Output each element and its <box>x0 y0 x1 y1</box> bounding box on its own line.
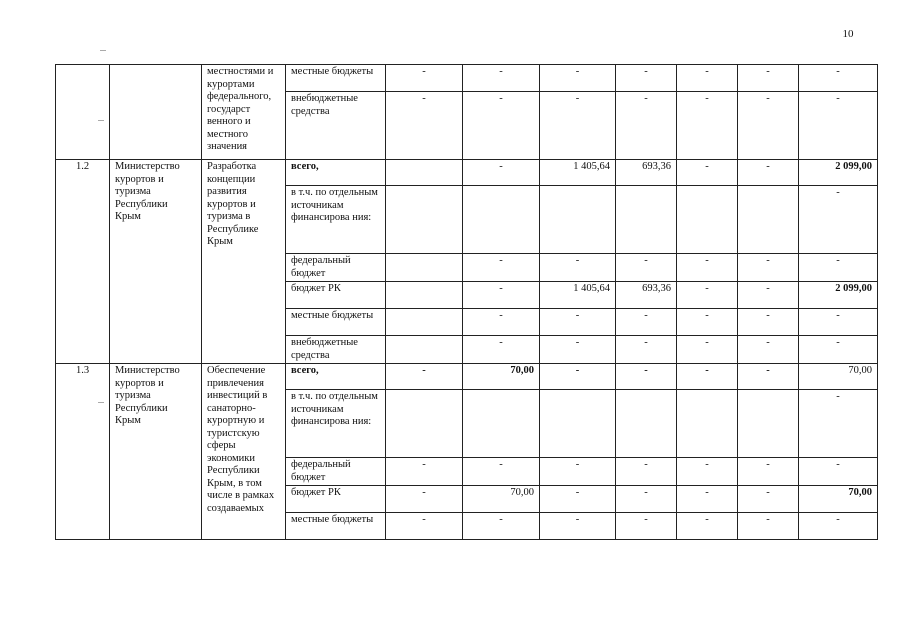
value-cell: - <box>677 254 738 282</box>
value-cell: 2 099,00 <box>799 160 878 186</box>
value-cell: - <box>799 336 878 364</box>
value-cell: 693,36 <box>616 282 677 309</box>
value-cell: - <box>386 65 463 92</box>
row-number-cell: 1.3 <box>56 364 110 540</box>
event-name-cell: местностями и курортами федерального, государст венного и местного значения <box>202 65 286 160</box>
value-cell <box>540 390 616 458</box>
source-cell: всего, <box>286 364 386 390</box>
value-cell: - <box>677 458 738 486</box>
source-cell: бюджет РК <box>286 282 386 309</box>
executor-cell: Министерство курортов и туризма Республики Крым <box>110 160 202 364</box>
value-cell: - <box>463 336 540 364</box>
value-cell: - <box>540 92 616 160</box>
value-cell: - <box>799 513 878 540</box>
value-cell: - <box>738 486 799 513</box>
value-cell: - <box>799 458 878 486</box>
value-cell: - <box>540 486 616 513</box>
value-cell <box>463 186 540 254</box>
value-cell <box>677 390 738 458</box>
value-cell: - <box>799 65 878 92</box>
value-cell: - <box>799 254 878 282</box>
value-cell: - <box>616 309 677 336</box>
source-cell: федеральный бюджет <box>286 254 386 282</box>
value-cell <box>616 186 677 254</box>
value-cell: - <box>799 92 878 160</box>
value-cell <box>386 186 463 254</box>
value-cell: - <box>386 513 463 540</box>
row-number-cell <box>56 65 110 160</box>
value-cell: - <box>386 486 463 513</box>
value-cell <box>540 186 616 254</box>
value-cell: 2 099,00 <box>799 282 878 309</box>
value-cell: - <box>616 92 677 160</box>
value-cell: - <box>616 364 677 390</box>
value-cell: - <box>463 513 540 540</box>
value-cell: 1 405,64 <box>540 282 616 309</box>
value-cell: - <box>677 513 738 540</box>
value-cell <box>677 186 738 254</box>
value-cell: - <box>616 65 677 92</box>
event-name-cell: Обеспечение привлечения инвестиций в санаторно-курортную и туристскую сферы экономики Республики Крым, в том числе в рамках создаваемых <box>202 364 286 540</box>
source-cell: всего, <box>286 160 386 186</box>
value-cell <box>738 390 799 458</box>
value-cell: - <box>738 282 799 309</box>
value-cell <box>616 390 677 458</box>
source-cell: в т.ч. по отдельным источникам финансирова ния: <box>286 390 386 458</box>
value-cell: - <box>738 309 799 336</box>
value-cell: - <box>738 65 799 92</box>
value-cell <box>386 336 463 364</box>
value-cell: - <box>386 364 463 390</box>
value-cell <box>386 254 463 282</box>
table-row <box>56 160 878 186</box>
value-cell: - <box>799 390 878 458</box>
value-cell: 1 405,64 <box>540 160 616 186</box>
executor-cell <box>110 65 202 160</box>
value-cell: - <box>463 254 540 282</box>
value-cell: - <box>616 486 677 513</box>
value-cell: - <box>616 458 677 486</box>
row-number-cell: 1.2 <box>56 160 110 364</box>
source-cell: внебюджетные средства <box>286 336 386 364</box>
value-cell <box>386 282 463 309</box>
value-cell: - <box>677 336 738 364</box>
source-cell: бюджет РК <box>286 486 386 513</box>
value-cell: - <box>463 309 540 336</box>
value-cell: - <box>677 282 738 309</box>
source-cell: местные бюджеты <box>286 65 386 92</box>
page-number: 10 <box>842 28 854 40</box>
value-cell: - <box>386 458 463 486</box>
value-cell: - <box>799 309 878 336</box>
value-cell: - <box>738 254 799 282</box>
value-cell: - <box>677 309 738 336</box>
value-cell: 70,00 <box>799 486 878 513</box>
value-cell: - <box>616 513 677 540</box>
value-cell <box>386 390 463 458</box>
value-cell: - <box>540 513 616 540</box>
value-cell: 70,00 <box>463 364 540 390</box>
budget-table <box>55 64 878 540</box>
value-cell: - <box>677 65 738 92</box>
table-row <box>56 364 878 390</box>
value-cell: 693,36 <box>616 160 677 186</box>
value-cell: - <box>463 160 540 186</box>
value-cell: - <box>738 92 799 160</box>
value-cell: - <box>463 282 540 309</box>
source-cell: местные бюджеты <box>286 513 386 540</box>
value-cell: - <box>677 486 738 513</box>
value-cell: 70,00 <box>799 364 878 390</box>
value-cell: - <box>677 92 738 160</box>
value-cell: - <box>540 254 616 282</box>
source-cell: в т.ч. по отдельным источникам финансирова ния: <box>286 186 386 254</box>
value-cell: - <box>386 92 463 160</box>
value-cell: - <box>616 336 677 364</box>
value-cell <box>463 390 540 458</box>
value-cell: - <box>738 458 799 486</box>
value-cell: - <box>540 65 616 92</box>
value-cell <box>386 160 463 186</box>
source-cell: федеральный бюджет <box>286 458 386 486</box>
value-cell: - <box>463 65 540 92</box>
value-cell: - <box>540 309 616 336</box>
value-cell: - <box>540 364 616 390</box>
value-cell: - <box>799 186 878 254</box>
value-cell: - <box>677 364 738 390</box>
value-cell: - <box>738 336 799 364</box>
value-cell <box>738 186 799 254</box>
executor-cell: Министерство курортов и туризма Республики Крым <box>110 364 202 540</box>
value-cell: - <box>463 458 540 486</box>
event-name-cell: Разработка концепции развития курортов и туризма в Республике Крым <box>202 160 286 364</box>
source-cell: внебюджетные средства <box>286 92 386 160</box>
table-row <box>56 65 878 92</box>
value-cell: - <box>463 92 540 160</box>
value-cell: - <box>540 458 616 486</box>
scan-mark <box>100 50 106 51</box>
value-cell: - <box>738 160 799 186</box>
value-cell <box>386 309 463 336</box>
value-cell: - <box>738 364 799 390</box>
value-cell: - <box>616 254 677 282</box>
source-cell: местные бюджеты <box>286 309 386 336</box>
value-cell: - <box>677 160 738 186</box>
value-cell: - <box>540 336 616 364</box>
value-cell: - <box>738 513 799 540</box>
value-cell: 70,00 <box>463 486 540 513</box>
